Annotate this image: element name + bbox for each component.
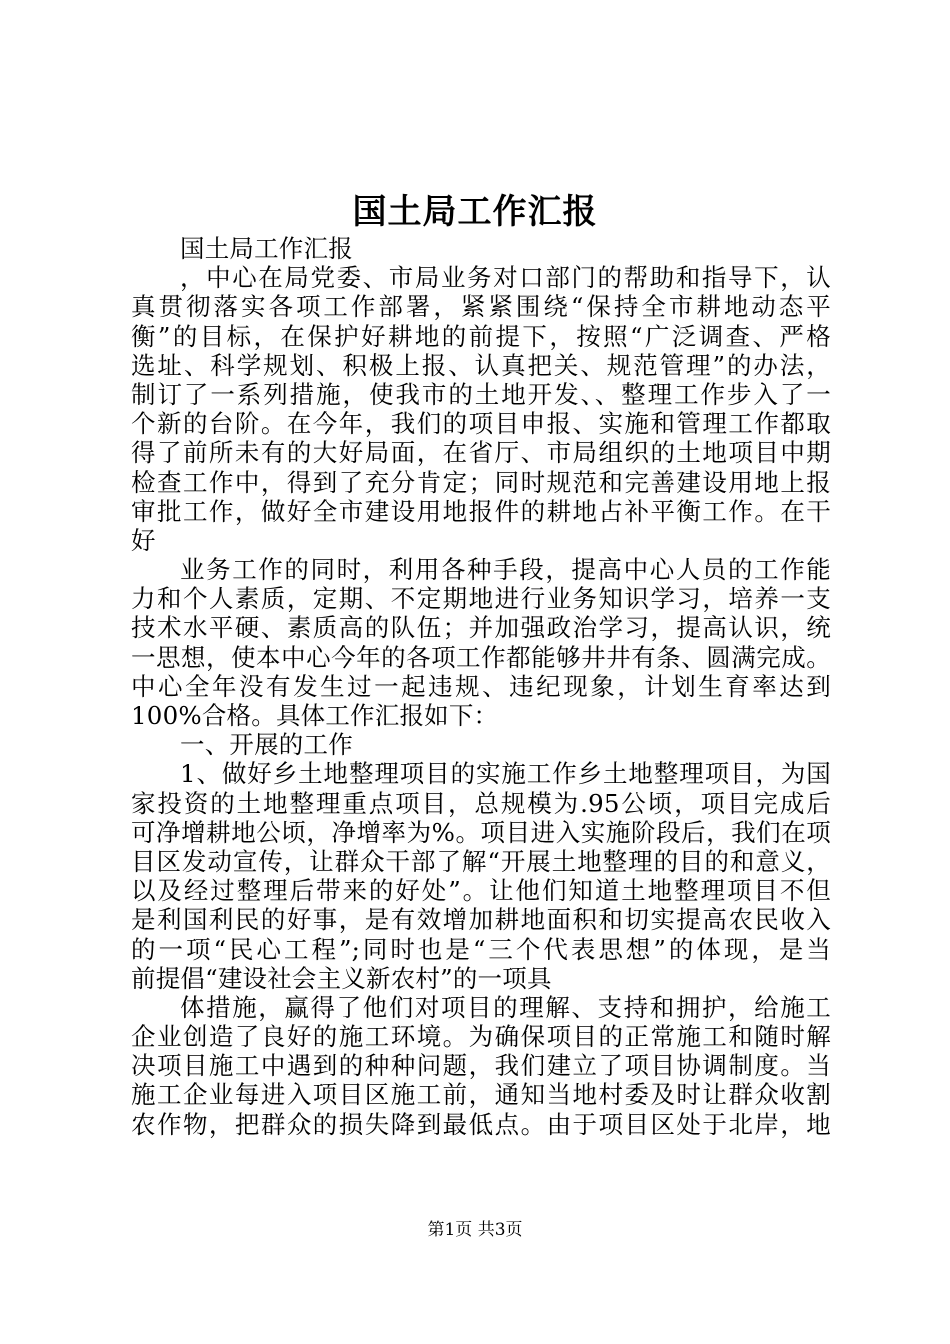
document-body — [131, 234, 831, 1139]
text-line: 施工企业每进入项目区施工前，通知当地村委及时让群众收割 — [131, 1080, 831, 1110]
text-line: 一思想，使本中心今年的各项工作都能够井井有条、圆满完成。 — [131, 642, 831, 672]
text-line: 决项目施工中遇到的种种问题，我们建立了项目协调制度。当 — [131, 1051, 831, 1081]
text-line: 中心全年没有发生过一起违规、违纪现象，计划生育率达到 — [131, 671, 831, 701]
text-line: 个新的台阶。在今年，我们的项目申报、实施和管理工作都取 — [131, 409, 831, 439]
text-line: 100%合格。具体工作汇报如下： — [131, 701, 499, 730]
text-line: 业务工作的同时，利用各种手段，提高中心人员的工作能 — [180, 555, 831, 585]
text-line: 是利国利民的好事，是有效增加耕地面积和切实提高农民收入 — [131, 905, 831, 935]
text-line: 好 — [131, 525, 156, 555]
text-line: 技术水平硬、素质高的队伍；并加强政治学习，提高认识，统 — [131, 613, 831, 643]
text-line: 审批工作，做好全市建设用地报件的耕地占补平衡工作。在干 — [131, 496, 831, 526]
document-title: 国土局工作汇报 — [352, 192, 598, 232]
text-line: 衡”的目标，在保护好耕地的前提下，按照“广泛调查、严格 — [131, 321, 831, 351]
text-line: 体措施，赢得了他们对项目的理解、支持和拥护，给施工 — [180, 992, 831, 1022]
text-line: ，中心在局党委、市局业务对口部门的帮助和指导下，认 — [180, 263, 831, 293]
text-line: 以及经过整理后带来的好处”。让他们知道土地整理项目不但 — [131, 876, 831, 906]
text-line: 1、做好乡土地整理项目的实施工作乡土地整理项目，为国 — [180, 759, 831, 789]
text-line: 可净增耕地公顷，净增率为%。项目进入实施阶段后，我们在项 — [131, 817, 831, 847]
text-line: 力和个人素质，定期、不定期地进行业务知识学习，培养一支 — [131, 584, 831, 614]
text-line: 国土局工作汇报 — [180, 234, 353, 263]
text-line: 农作物，把群众的损失降到最低点。由于项目区处于北岸，地 — [131, 1109, 831, 1139]
text-line: 得了前所未有的大好局面，在省厅、市局组织的土地项目中期 — [131, 438, 831, 468]
text-line: 真贯彻落实各项工作部署，紧紧围绕“保持全市耕地动态平 — [131, 292, 831, 322]
text-line: 前提倡“建设社会主义新农村”的一项具 — [131, 963, 552, 993]
text-line: 制订了一系列措施，使我市的土地开发、、整理工作步入了一 — [131, 379, 831, 409]
text-line: 家投资的土地整理重点项目，总规模为.95公顷，项目完成后 — [131, 788, 831, 818]
page-footer: 第1页 共3页 — [427, 1220, 523, 1240]
text-line: 的一项“民心工程”;同时也是“三个代表思想”的体现，是当 — [131, 934, 831, 964]
text-line: 目区发动宣传，让群众干部了解“开展土地整理的目的和意义， — [131, 846, 831, 876]
text-line: 企业创造了良好的施工环境。为确保项目的正常施工和随时解 — [131, 1022, 831, 1052]
text-line: 选址、科学规划、积极上报、认真把关、规范管理”的办法， — [131, 350, 831, 380]
text-line: 一、开展的工作 — [180, 730, 353, 760]
text-line: 检查工作中，得到了充分肯定；同时规范和完善建设用地上报 — [131, 467, 831, 497]
